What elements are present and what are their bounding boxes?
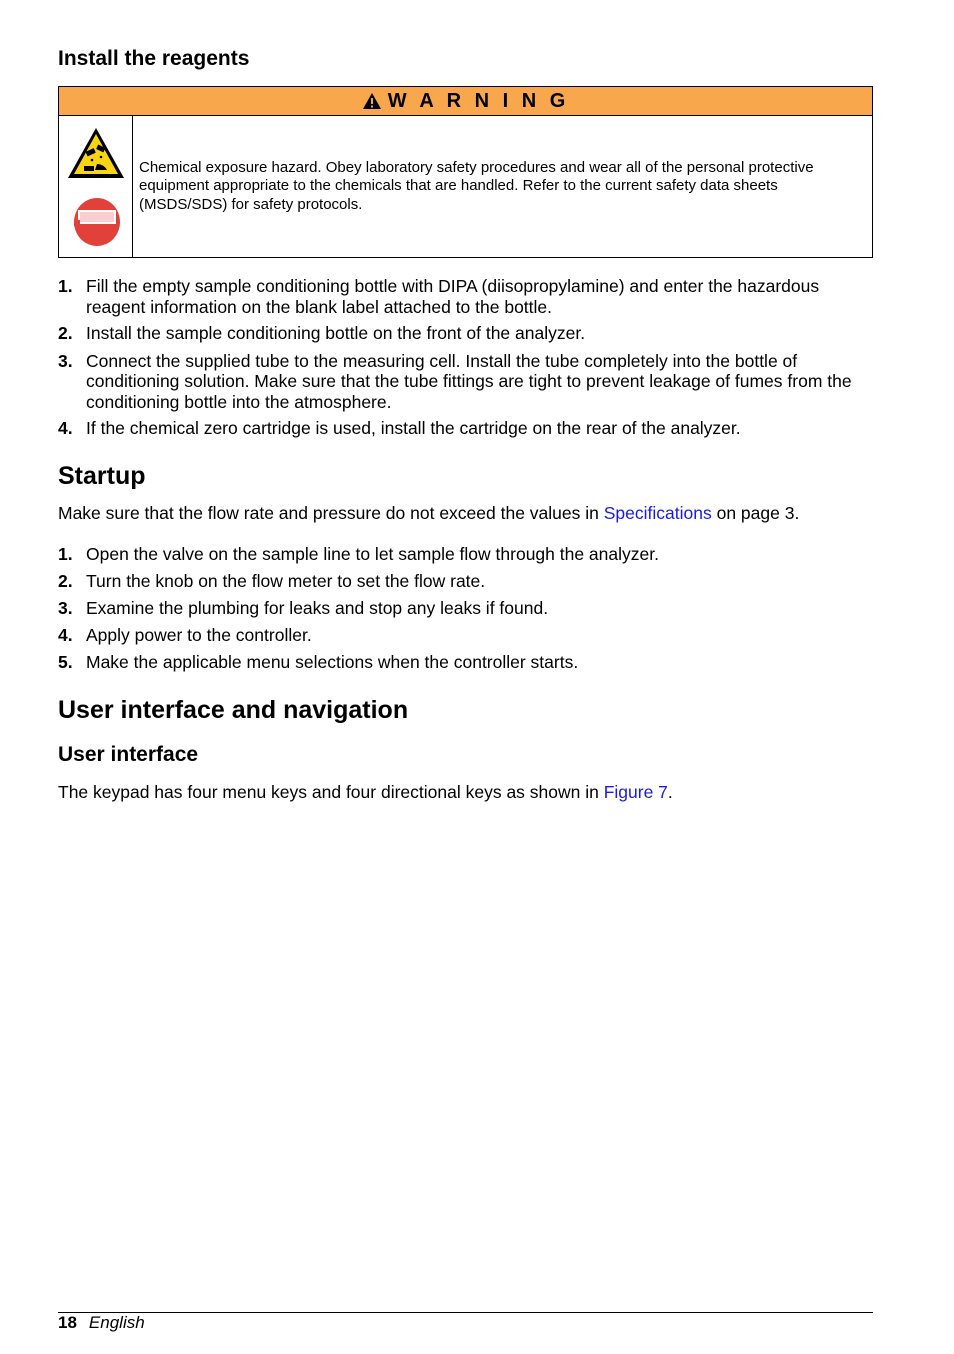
list-item: 5. Make the applicable menu selections when the controller starts. <box>58 652 579 672</box>
startup-intro: Make sure that the flow rate and pressure do not exceed the values in Specifications on page 3. <box>58 503 800 523</box>
keypad-description: The keypad has four menu keys and four directional keys as shown in Figure 7. <box>58 782 673 802</box>
user-interface-heading: User interface <box>58 743 199 766</box>
figure-7-link[interactable]: Figure 7 <box>603 782 668 802</box>
startup-steps <box>58 544 858 673</box>
specifications-link[interactable]: Specifications <box>603 503 712 523</box>
list-item: 3. Examine the plumbing for leaks and stop any leaks if found. <box>58 598 549 618</box>
protective-equipment-icon <box>70 190 122 248</box>
list-item: 4. Apply power to the controller. <box>58 625 312 645</box>
page-number: 18 <box>58 1313 77 1332</box>
install-reagents-heading: Install the reagents <box>58 47 250 70</box>
list-item: 3. Connect the supplied tube to the measuring cell. Install the tube completely into the bottle of conditioning solution. Make sure that the tube fittings are tight to prevent leakage of fumes from the conditioning bottle into the atmosphere. <box>58 350 852 412</box>
hazard-icons <box>59 116 133 257</box>
warning-label: W A R N I N G <box>387 89 570 112</box>
list-item: 2. Install the sample conditioning bottle on the front of the analyzer. <box>58 323 586 343</box>
list-item: 1. Fill the empty sample conditioning bottle with DIPA (diisopropylamine) and enter the hazardous reagent information on the blank label attached to the bottle. <box>58 276 820 317</box>
footer-language: English <box>88 1313 145 1332</box>
warning-text: Chemical exposure hazard. Obey laboratory safety procedures and wear all of the personal protective equipment appropriate to the chemicals that are handled. Refer to the current safety data sheets (MSDS/SDS) for safety protocols. <box>139 158 814 213</box>
warning-box <box>58 86 873 258</box>
page-footer <box>58 1313 145 1333</box>
list-item: 1. Open the valve on the sample line to let sample flow through the analyzer. <box>58 544 659 564</box>
ui-navigation-heading: User interface and navigation <box>58 696 409 724</box>
warning-banner <box>59 87 872 116</box>
list-item: 2. Turn the knob on the flow meter to set the flow rate. <box>58 571 486 591</box>
list-item: 4. If the chemical zero cartridge is used, install the cartridge on the rear of the analyzer. <box>58 418 741 438</box>
footer-divider <box>58 1312 873 1313</box>
chemical-hazard-icon <box>66 126 126 180</box>
install-steps <box>58 276 858 439</box>
warning-triangle-icon <box>362 92 382 110</box>
startup-heading: Startup <box>58 462 146 490</box>
